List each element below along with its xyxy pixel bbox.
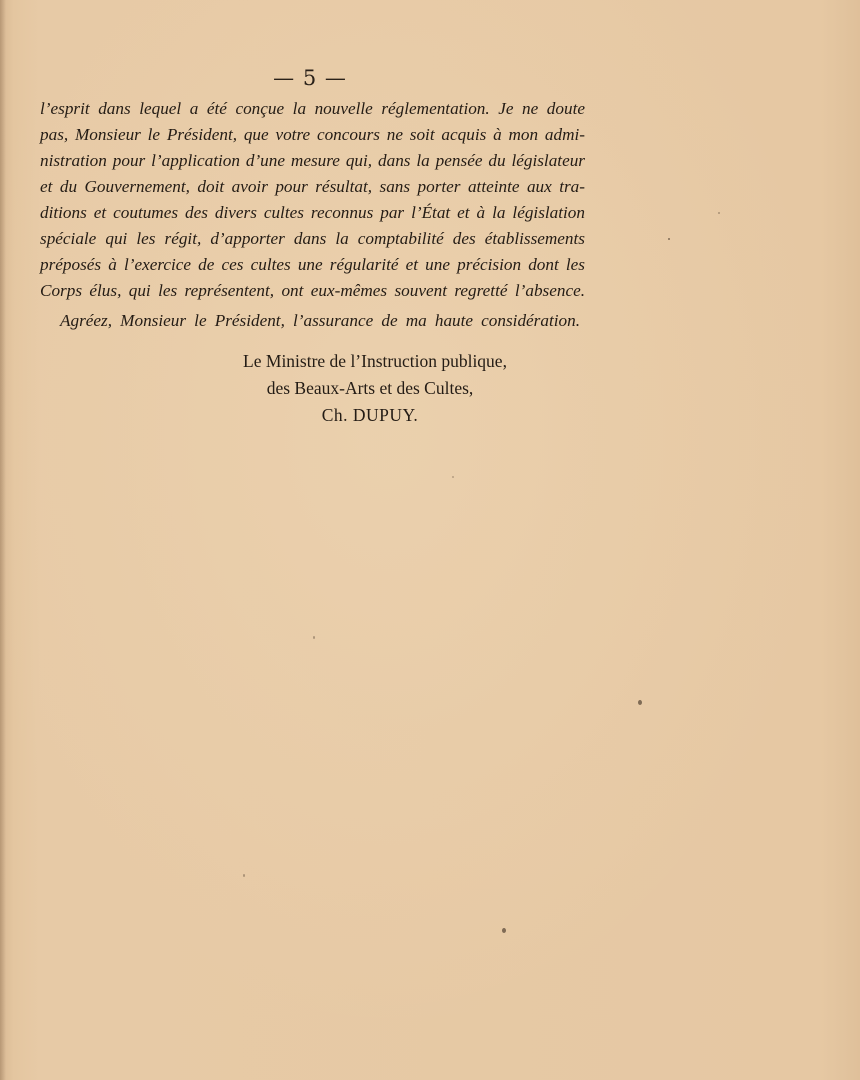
body-line: l’esprit dans lequel a été conçue la nouvelle réglementation. Je ne doute	[40, 99, 585, 118]
paper-speck	[243, 874, 245, 877]
body-line: préposés à l’exercice de ces cultes une régularité et une précision dont les	[40, 255, 585, 274]
signature-subtitle: des Beaux-Arts et des Cultes,	[266, 378, 474, 398]
closing-salutation: Agréez, Monsieur le Président, l’assurance de ma haute considération.	[60, 311, 580, 330]
paper-speck	[313, 636, 315, 639]
body-line: spéciale qui les régit, d’apporter dans la comptabilité des établissements	[40, 229, 585, 248]
paper-speck	[502, 928, 506, 933]
letter-body	[40, 96, 585, 304]
page-number: — 5 —	[273, 66, 347, 90]
paper-speck	[668, 238, 670, 240]
paper-speck	[452, 476, 454, 478]
signature-block	[160, 348, 580, 429]
binding-shadow	[0, 0, 6, 1080]
paper-speck	[718, 212, 720, 214]
body-line: ditions et coutumes des divers cultes reconnus par l’État et à la législation	[40, 203, 585, 222]
paper-speck	[638, 700, 642, 705]
body-line: Corps élus, qui les représentent, ont eux-mêmes souvent regretté l’absence.	[40, 281, 585, 300]
signature-title: Le Ministre de l’Instruction publique,	[243, 351, 507, 371]
body-line: nistration pour l’application d’une mesure qui, dans la pensée du législateur	[40, 151, 585, 170]
body-line: et du Gouvernement, doit avoir pour résultat, sans porter atteinte aux tra-	[40, 177, 585, 196]
signature-name: Ch. DUPUY.	[321, 405, 419, 425]
body-line: pas, Monsieur le Président, que votre concours ne soit acquis à mon admi-	[40, 125, 585, 144]
